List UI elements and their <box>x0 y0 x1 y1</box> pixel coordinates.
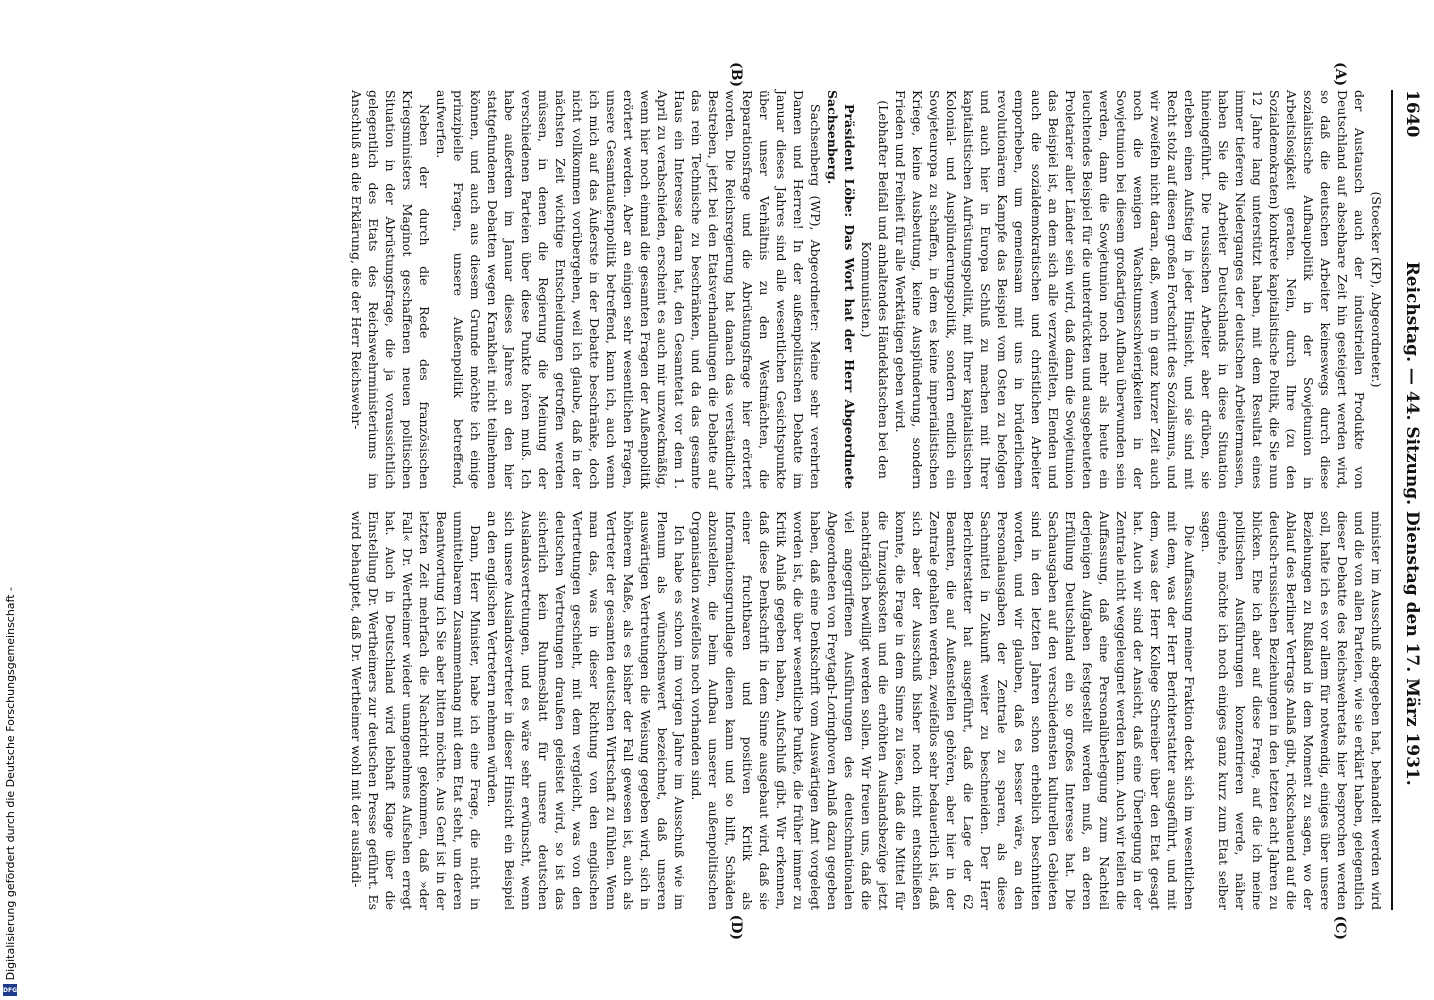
page-header <box>1391 90 1422 910</box>
margin-marker-b: (B) <box>728 62 744 88</box>
digitization-credit-text: Digitalisierung gefördert durch die Deutsche Forschungsgemeinschaft - <box>4 586 17 980</box>
applause-note: (Lebhafter Beifall und anhaltendes Händeklatschen bei den Kommunisten.) <box>859 100 891 479</box>
margin-marker-c: (C) <box>1332 915 1348 940</box>
paragraph: Die Auffassung meiner Fraktion deckt sich im wesentlichen mit dem, was der Herr Berichterstatter ausgeführt, und mit dem, was der Herr Kollege Schreiber über den Etat gesagt hat. Auch wir sind der Ansicht, daß eine Überlegung in der Zentrale nicht weggeleugnet werden kann. Auch wir teilen die Auffassung, daß eine Personalüberlegung zum Nachteil derjenigen Aufgaben festgestellt werden muß, an deren Erfüllung Deutschland ein so großes Interesse hat. Die Sachausgaben auf den verschiedensten kulturellen Gebieten sind in den letzten Jahren schon erheblich beschnitten worden, und wir glauben, daß es besser wäre, an den Personalausgaben der Zentrale zu sparen, als diese Sachmittel in Zukunft weiter zu beschneiden. Der Herr Berichterstatter hat ausgeführt, daß die Lage der 62 Beamten, die auf Außenstellen gehören, aber hier in der Zentrale gehalten werden, zweifellos sehr bedauerlich ist, daß sich aber der Ausschuß bisher noch nicht entschließen konnte, die Frage in dem Sinne zu lösen, daß die Mittel für die Umzugskosten und die erhöhten Auslandsbezüge jetzt nachträglich bewilligt werden sollen. Wir freuen uns, daß die viel angegriffenen Ausführungen des deutschnationalen Abgeordneten von Freytagh-Loringhoven Anlaß dazu gegeben haben, daß eine Denkschrift vom Auswärtigen Amt vorgelegt worden ist, die über wesentliche Punkte, die früher immer zu Kritik Anlaß gegeben haben, Aufschluß gibt. Wir erkennen, daß diese Denkschrift in dem Sinne ausgebaut wird, daß sie einer fruchtbaren und positiven Kritik als Informationsgrundlage dienen kann und so hilft, Schäden abzustellen, die beim Aufbau unserer außenpolitischen Organisation zweifellos noch vorhanden sind. <box>689 511 1197 910</box>
speaker-running-head: (Stoecker (KP), Abgeordneter.) <box>1369 191 1384 388</box>
left-column <box>25 62 1385 489</box>
page-number: 1640 <box>1402 90 1422 138</box>
paragraph: minister im Ausschuß abgegeben hat, behandelt werden wird und die von allen Parteien, wie sie erklärt haben, gelegentlich dieser Debatte des Reichswehretats hier besprochen werden soll, halte ich es vor allem für notwendig, einiges über unsere Beziehungen zu Rußland in dem Moment zu sagen, wo der Ablauf des Berliner Vertrags Anlaß gibt, rückschauend auf die deutsch-russischen Beziehungen in den letzten acht Jahren zu blicken. Ehe ich aber auf diese Frage, auf die ich meine politischen Ausführungen konzentrieren werde, näher eingehe, möchte ich noch einiges ganz kurz zum Etat selber sagen. <box>1199 511 1384 910</box>
text-columns <box>25 62 1385 940</box>
dfg-logo: DFG <box>3 984 17 996</box>
president-statement: Präsident Löbe: Das Wort hat der Herr Abgeordnete Sachsenberg. <box>825 90 857 489</box>
page-content <box>12 62 1422 940</box>
margin-marker-d: (D) <box>728 914 744 940</box>
page-title: Reichstag. — 44. Sitzung. Dienstag den 17. März 1931. <box>1402 261 1422 786</box>
paragraph: Sachsenberg (WP), Abgeordneter: Meine sehr verehrten Damen und Herren! In der außenpolitischen Debatte im Januar dieses Jahres sind alle wesentlichen Gesichtspunkte über unser Verhältnis zu den Westmächten, die Reparationsfrage und die Abrüstungsfrage hier erörtert worden. Die Reichsregierung hat danach das verständliche Bestreben, jetzt bei den Etatsverhandlungen die Debatte auf das rein Technische zu beschränken, und da das gesamte Haus ein Interesse daran hat, den Gesamtetat vor dem 1. April zu verabschieden, erscheint es auch mir unzweckmäßig, wenn hier noch einmal die gesamten Fragen der Außenpolitik erörtert werden. Aber an einigen sehr wesentlichen Fragen, unsere Gesamtaußenpolitik betreffend, kann ich, auch wenn ich mich auf das Äußerste in der Debatte beschränke, doch nicht vollkommen vorübergehen, weil ich glaube, daß in der nächsten Zeit wichtige Entscheidungen getroffen werden müssen, in denen die Regierung die Meinung der verschiedenen Parteien über diese Punkte hören muß. Ich habe außerdem im Januar dieses Jahres an den hier stattgefundenen Debatten wegen Krankheit nicht teilnehmen können, und auch aus diesem Grunde möchte ich einige prinzipielle Fragen, unsere Außenpolitik betreffend, aufwerfen. <box>434 90 823 489</box>
paragraph: Neben der durch die Rede des französischen Kriegsministers Maginot geschaffenen neuen politischen Situation in der Abrüstungsfrage, die ja voraussichtlich gelegentlich des Etats des Reichswehrministeriums im Anschluß an die Erklärung, die der Herr Reichswehr- <box>349 90 432 489</box>
paragraph: Ich habe es schon im vorigen Jahre im Ausschuß wie im Plenum als wünschenswert bezeichnet, daß unseren auswärtigen Vertretungen die Weisung gegeben wird, sich in höherem Maße, als es bisher der Fall gewesen ist, auch als Vertreter der gesamten deutschen Wirtschaft zu fühlen. Wenn man das, was in dieser Richtung von den englischen Vertretungen geschieht, mit dem vergleicht, was von den deutschen Vertretungen draußen geleistet wird, so ist das sicherlich kein Ruhmesblatt für unsere deutschen Auslandsvertretungen, und es wäre sehr erwünscht, wenn sich unsere Auslandsvertreter in dieser Hinsicht ein Beispiel an den englischen Vertretern nehmen würden. <box>485 511 687 910</box>
right-column <box>25 511 1385 940</box>
paragraph: Dann, Herr Minister, habe ich eine Frage, die nicht in unmittelbarem Zusammenhang mit dem Etat steht, um deren Beantwortung ich Sie aber bitten möchte. Aus Genf ist in der letzten Zeit mehrfach die Nachricht gekommen, daß »der Fall« Dr. Wertheimer wieder unangenehmes Aufsehen erregt hat. Auch in Deutschland wird lebhaft Klage über die Einstellung Dr. Wertheimers zur deutschen Presse geführt. Es wird behauptet, daß Dr. Wertheimer wohl mit der ausländi- <box>349 511 483 910</box>
margin-marker-a: (A) <box>1332 62 1348 87</box>
paragraph: der Austausch auch der industriellen Produkte von Deutschland auf absehbare Zeit hin gesteigert werden wird, so daß die deutschen Arbeiter keineswegs durch diese sozialistische Aufbaupolitik in der Sowjetunion in Arbeitslosigkeit geraten. Nein, durch Ihre (zu den Sozialdemokraten) konkrete kapitalistische Politik, die Sie nun 12 Jahre lang unterstützt haben, mit dem Resultat eines immer tieferen Niederganges der deutschen Arbeitermassen, haben Sie die Arbeiter Deutschlands in diese Situation hineingeführt. Die russischen Arbeiter aber drüben, sie erleben einen Aufstieg in jeder Hinsicht, und sie sind mit Recht stolz auf diesen großen Fortschritt des Sozialismus, und wir zweifeln nicht daran, daß, wenn in ganz kurzer Zeit auch noch die wenigen Wachstumsschwierigkeiten in der Sowjetunion bei diesem großartigen Aufbau überwunden sein werden, dann die Sowjetunion noch mehr als heute ein leuchtendes Beispiel für die unterdrückten und ausgebeuteten Proletarier aller Länder sein wird, daß dann die Sowjetunion das Beispiel ist, an dem sich alle verzweifelten, Elenden und auch die sozialdemokratischen und christlichen Arbeiter emporheben, um gemeinsam mit uns in brüderlichem revolutionärem Kampfe das Beispiel vom Osten zu befolgen und auch hier in Europa Schluß zu machen mit Ihrer kapitalistischen Aufrüstungspolitik, mit Ihrer kapitalistischen Kolonial- und Ausplünderungspolitik, sondern endlich ein Sowjeteuropa zu schaffen, in dem es keine imperialistischen Kriege, keine Ausbeutung, keine Ausplünderung, sondern Frieden und Freiheit für alle Werktätigen geben wird. <box>893 90 1367 489</box>
